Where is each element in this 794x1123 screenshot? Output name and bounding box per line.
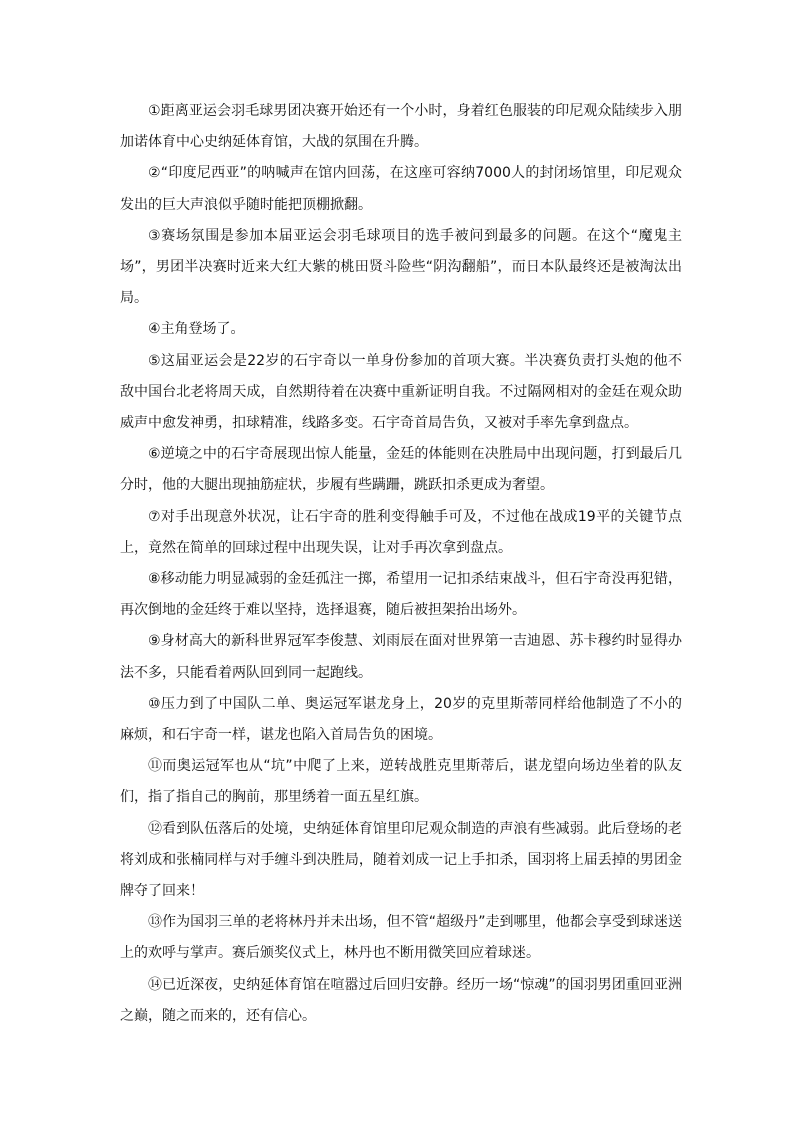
paragraph-2: ②“印度尼西亚”的呐喊声在馆内回荡，在这座可容纳7000人的封闭场馆里，印尼观众发出的巨大声浪似乎随时能把顶棚掀翻。 — [120, 165, 682, 213]
paragraph-9: ⑨身材高大的新科世界冠军李俊慧、刘雨辰在面对世界第一吉迪恩、苏卡穆约时显得办法不多，只能看着两队回到同一起跑线。 — [120, 633, 682, 681]
paragraph-13: ⑬作为国羽三单的老将林丹并未出场，但不管“超级丹”走到哪里，他都会享受到球迷送上的欢呼与掌声。赛后颁奖仪式上，林丹也不断用微笑回应着球迷。 — [120, 914, 682, 962]
paragraph-4: ④主角登场了。 — [148, 321, 245, 338]
paragraph-3: ③赛场氛围是参加本届亚运会羽毛球项目的选手被问到最多的问题。在这个“魔鬼主场”，男团半决赛时近来大红大紫的桃田贤斗险些“阴沟翻船”，而日本队最终还是被淘汰出局。 — [120, 227, 682, 307]
paragraph-14: ⑭已近深夜，史纳延体育馆在喧嚣过后回归安静。经历一场“惊魂”的国羽男团重回亚洲之巅，随之而来的，还有信心。 — [120, 976, 682, 1024]
paragraph-11: ⑪而奥运冠军也从“坑”中爬了上来，逆转战胜克里斯蒂后，谌龙望向场边坐着的队友们，指了指自己的胸前，那里绣着一面五星红旗。 — [120, 758, 682, 806]
paragraph-7: ⑦对手出现意外状况，让石宇奇的胜利变得触手可及，不过他在战成19平的关键节点上，竟然在简单的回球过程中出现失误，让对手再次拿到盘点。 — [120, 508, 682, 556]
paragraph-8: ⑧移动能力明显减弱的金廷孤注一掷，希望用一记扣杀结束战斗，但石宇奇没再犯错，再次倒地的金廷终于难以坚持，选择退赛，随后被担架抬出场外。 — [120, 571, 682, 619]
paragraph-10: ⑩压力到了中国队二单、奥运冠军谌龙身上，20岁的克里斯蒂同样给他制造了不小的麻烦，和石宇奇一样，谌龙也陷入首局告负的困境。 — [120, 695, 682, 744]
paragraph-1: ①距离亚运会羽毛球男团决赛开始还有一个小时，身着红色服装的印尼观众陆续步入朋加诺体育中心史纳延体育馆，大战的氛围在升腾。 — [120, 103, 682, 151]
paragraph-6: ⑥逆境之中的石宇奇展现出惊人能量，金廷的体能则在决胜局中出现问题，打到最后几分时，他的大腿出现抽筋症状，步履有些蹒跚，跳跃扣杀更成为奢望。 — [120, 446, 682, 494]
paragraph-12: ⑫看到队伍落后的处境，史纳延体育馆里印尼观众制造的声浪有些减弱。此后登场的老将刘成和张楠同样与对手缠斗到决胜局，随着刘成一记上手扣杀，国羽将上届丢掉的男团金牌夺了回来！ — [120, 820, 682, 900]
paragraph-5: ⑤这届亚运会是22岁的石宇奇以一单身份参加的首项大赛。半决赛负责打头炮的他不敌中国台北老将周天成，自然期待着在决赛中重新证明自我。不过隔网相对的金廷在观众助威声中愈发神勇，扣球精准，线路多变。石宇奇首局告负，又被对手率先拿到盘点。 — [120, 352, 682, 432]
article-body — [120, 96, 682, 1032]
